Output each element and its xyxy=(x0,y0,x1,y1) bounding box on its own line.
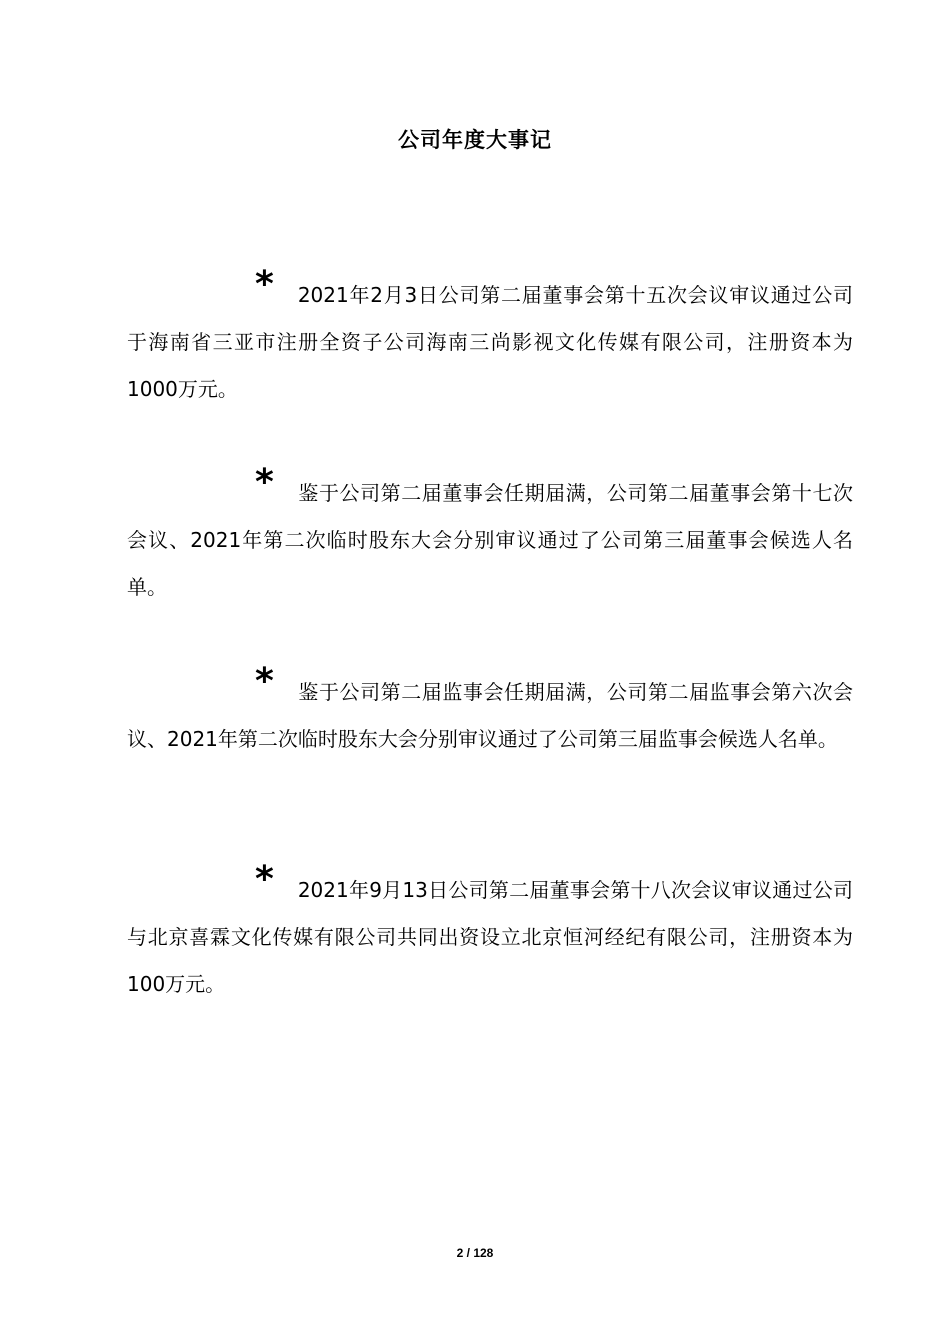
event-item-2 xyxy=(127,462,853,611)
event-item-4 xyxy=(127,859,853,1008)
event-text-4: 2021年9月13日公司第二届董事会第十八次会议审议通过公司与北京喜霖文化传媒有限公司共同出资设立北京恒河经纪有限公司，注册资本为100万元。 xyxy=(127,878,853,996)
page-number: 2 / 128 xyxy=(456,1246,494,1260)
page-title: 公司年度大事记 xyxy=(398,128,552,152)
event-item-1 xyxy=(127,264,853,413)
event-text-2: 鉴于公司第二届董事会任期届满，公司第二届董事会第十七次会议、2021年第二次临时股东大会分别审议通过了公司第三届董事会候选人名单。 xyxy=(127,481,853,599)
event-text-1: 2021年2月3日公司第二届董事会第十五次会议审议通过公司于海南省三亚市注册全资子公司海南三尚影视文化传媒有限公司，注册资本为1000万元。 xyxy=(127,283,853,401)
bullet-asterisk-icon: * xyxy=(255,264,274,305)
bullet-asterisk-icon: * xyxy=(255,462,274,503)
bullet-asterisk-icon: * xyxy=(255,661,274,702)
event-text-3: 鉴于公司第二届监事会任期届满，公司第二届监事会第六次会议、2021年第二次临时股东大会分别审议通过了公司第三届监事会候选人名单。 xyxy=(127,680,853,751)
event-item-3 xyxy=(127,661,853,763)
bullet-asterisk-icon: * xyxy=(255,859,274,900)
